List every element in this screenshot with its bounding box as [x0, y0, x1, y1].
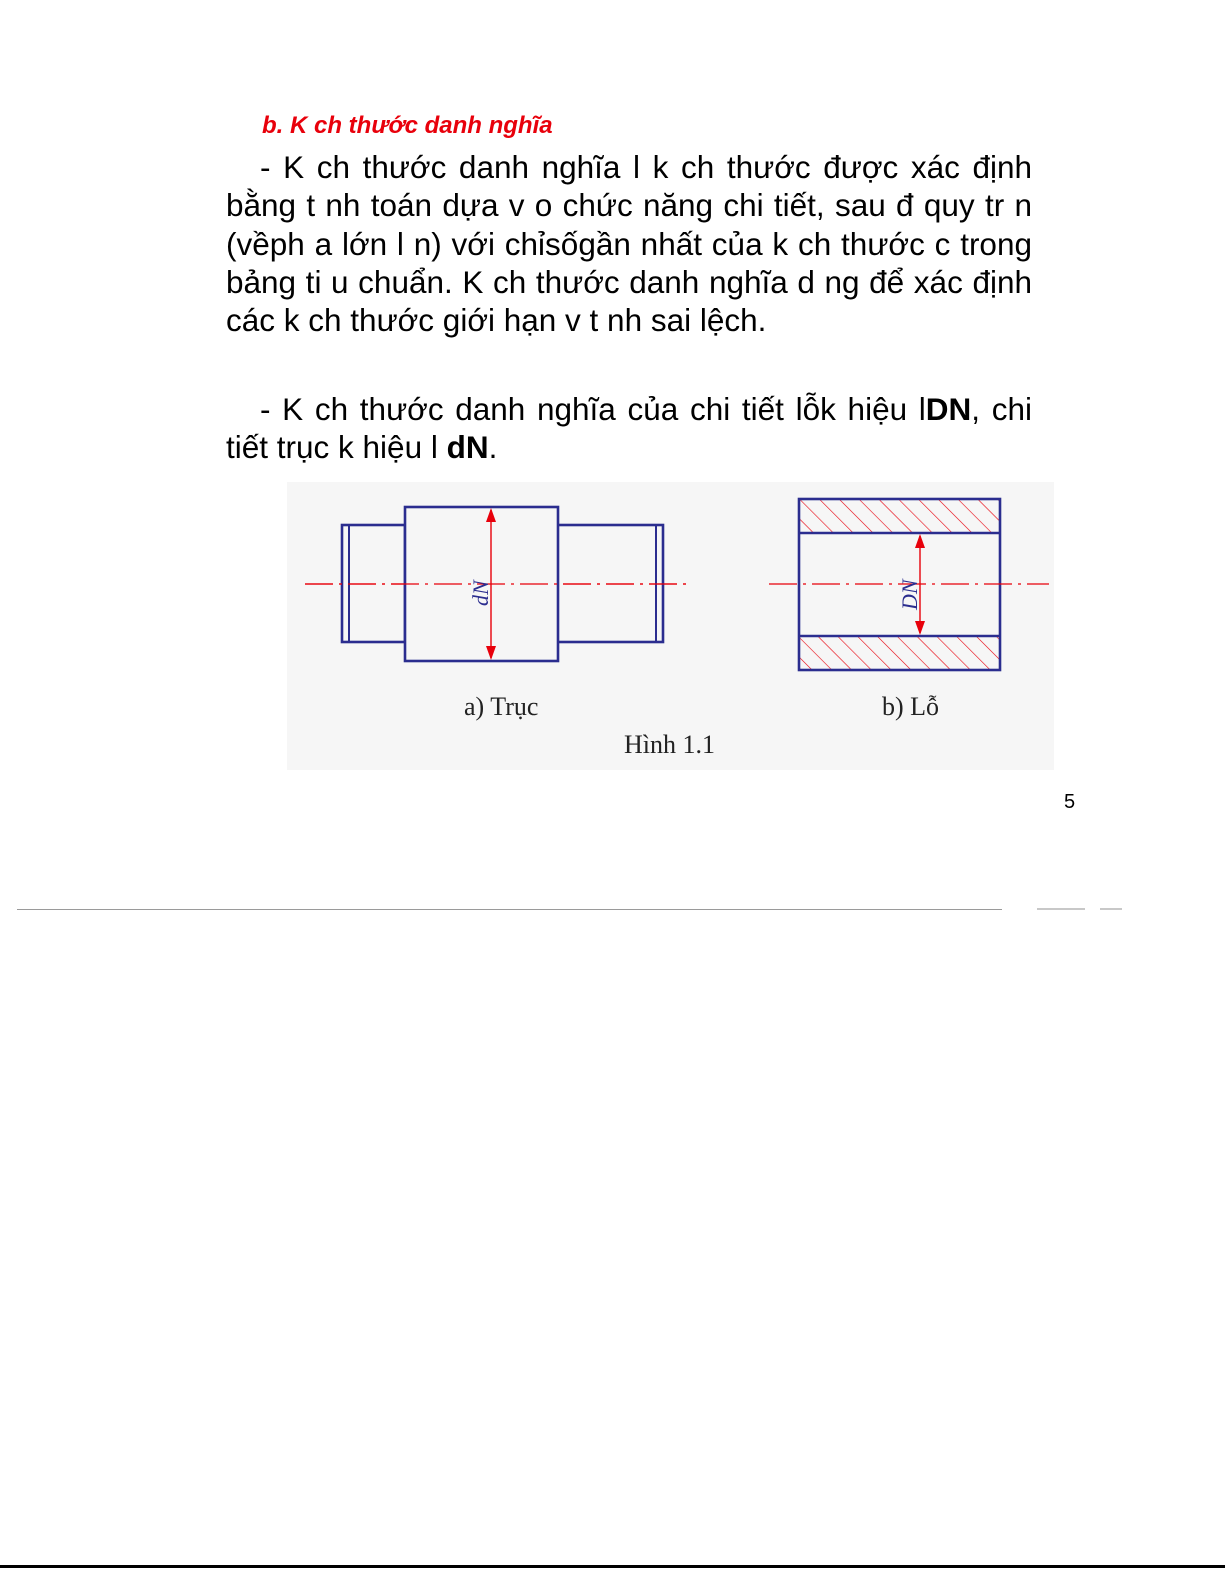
shaft-dimension-label: dN — [468, 580, 493, 606]
paragraph-symbols — [226, 390, 1032, 467]
hole-dimension-label: DN — [897, 579, 922, 610]
caption-shaft: a) Trục — [464, 692, 539, 721]
figure-1-1 — [287, 482, 1054, 770]
divider-fragment — [1037, 908, 1085, 910]
hole-symbol: DN — [925, 391, 972, 427]
hole-dimension-arrow-bottom — [915, 621, 925, 635]
figure-drawing — [287, 482, 1054, 770]
hole-top-wall — [799, 499, 1000, 533]
shaft-symbol: dN — [446, 429, 489, 466]
hole-dimension-arrow-top — [915, 534, 925, 548]
paragraph-definition: - K ch thước danh nghĩa l k ch thước được xác định bằng t nh toán dựa v o chức năng chi tiết, sau đ quy tr n (vềph a lớn l n) với chỉsốgần nhất của k ch thước c trong bảng ti u chuẩn. K ch thước danh nghĩa d ng để xác định các k ch thước giới hạn v t nh sai lệch. — [226, 149, 1032, 339]
bottom-border — [0, 1565, 1225, 1568]
paragraph-symbols-mid: , chi tiết trục k hiệu l — [226, 391, 1032, 466]
shaft-drawing — [305, 507, 687, 661]
divider-fragment — [1100, 908, 1122, 910]
page-divider — [17, 909, 1002, 910]
paragraph-symbols-end: . — [488, 429, 498, 466]
paragraph-symbols-text: - K ch thước danh nghĩa của chi tiết lỗk hiệu l — [260, 391, 926, 427]
hole-drawing — [769, 499, 1049, 670]
section-heading: b. K ch thước danh nghĩa — [262, 112, 553, 139]
figure-caption: Hình 1.1 — [624, 730, 715, 759]
hole-bottom-wall — [799, 636, 1000, 670]
page-number: 5 — [1064, 791, 1076, 813]
caption-hole: b) Lỗ — [882, 692, 940, 721]
